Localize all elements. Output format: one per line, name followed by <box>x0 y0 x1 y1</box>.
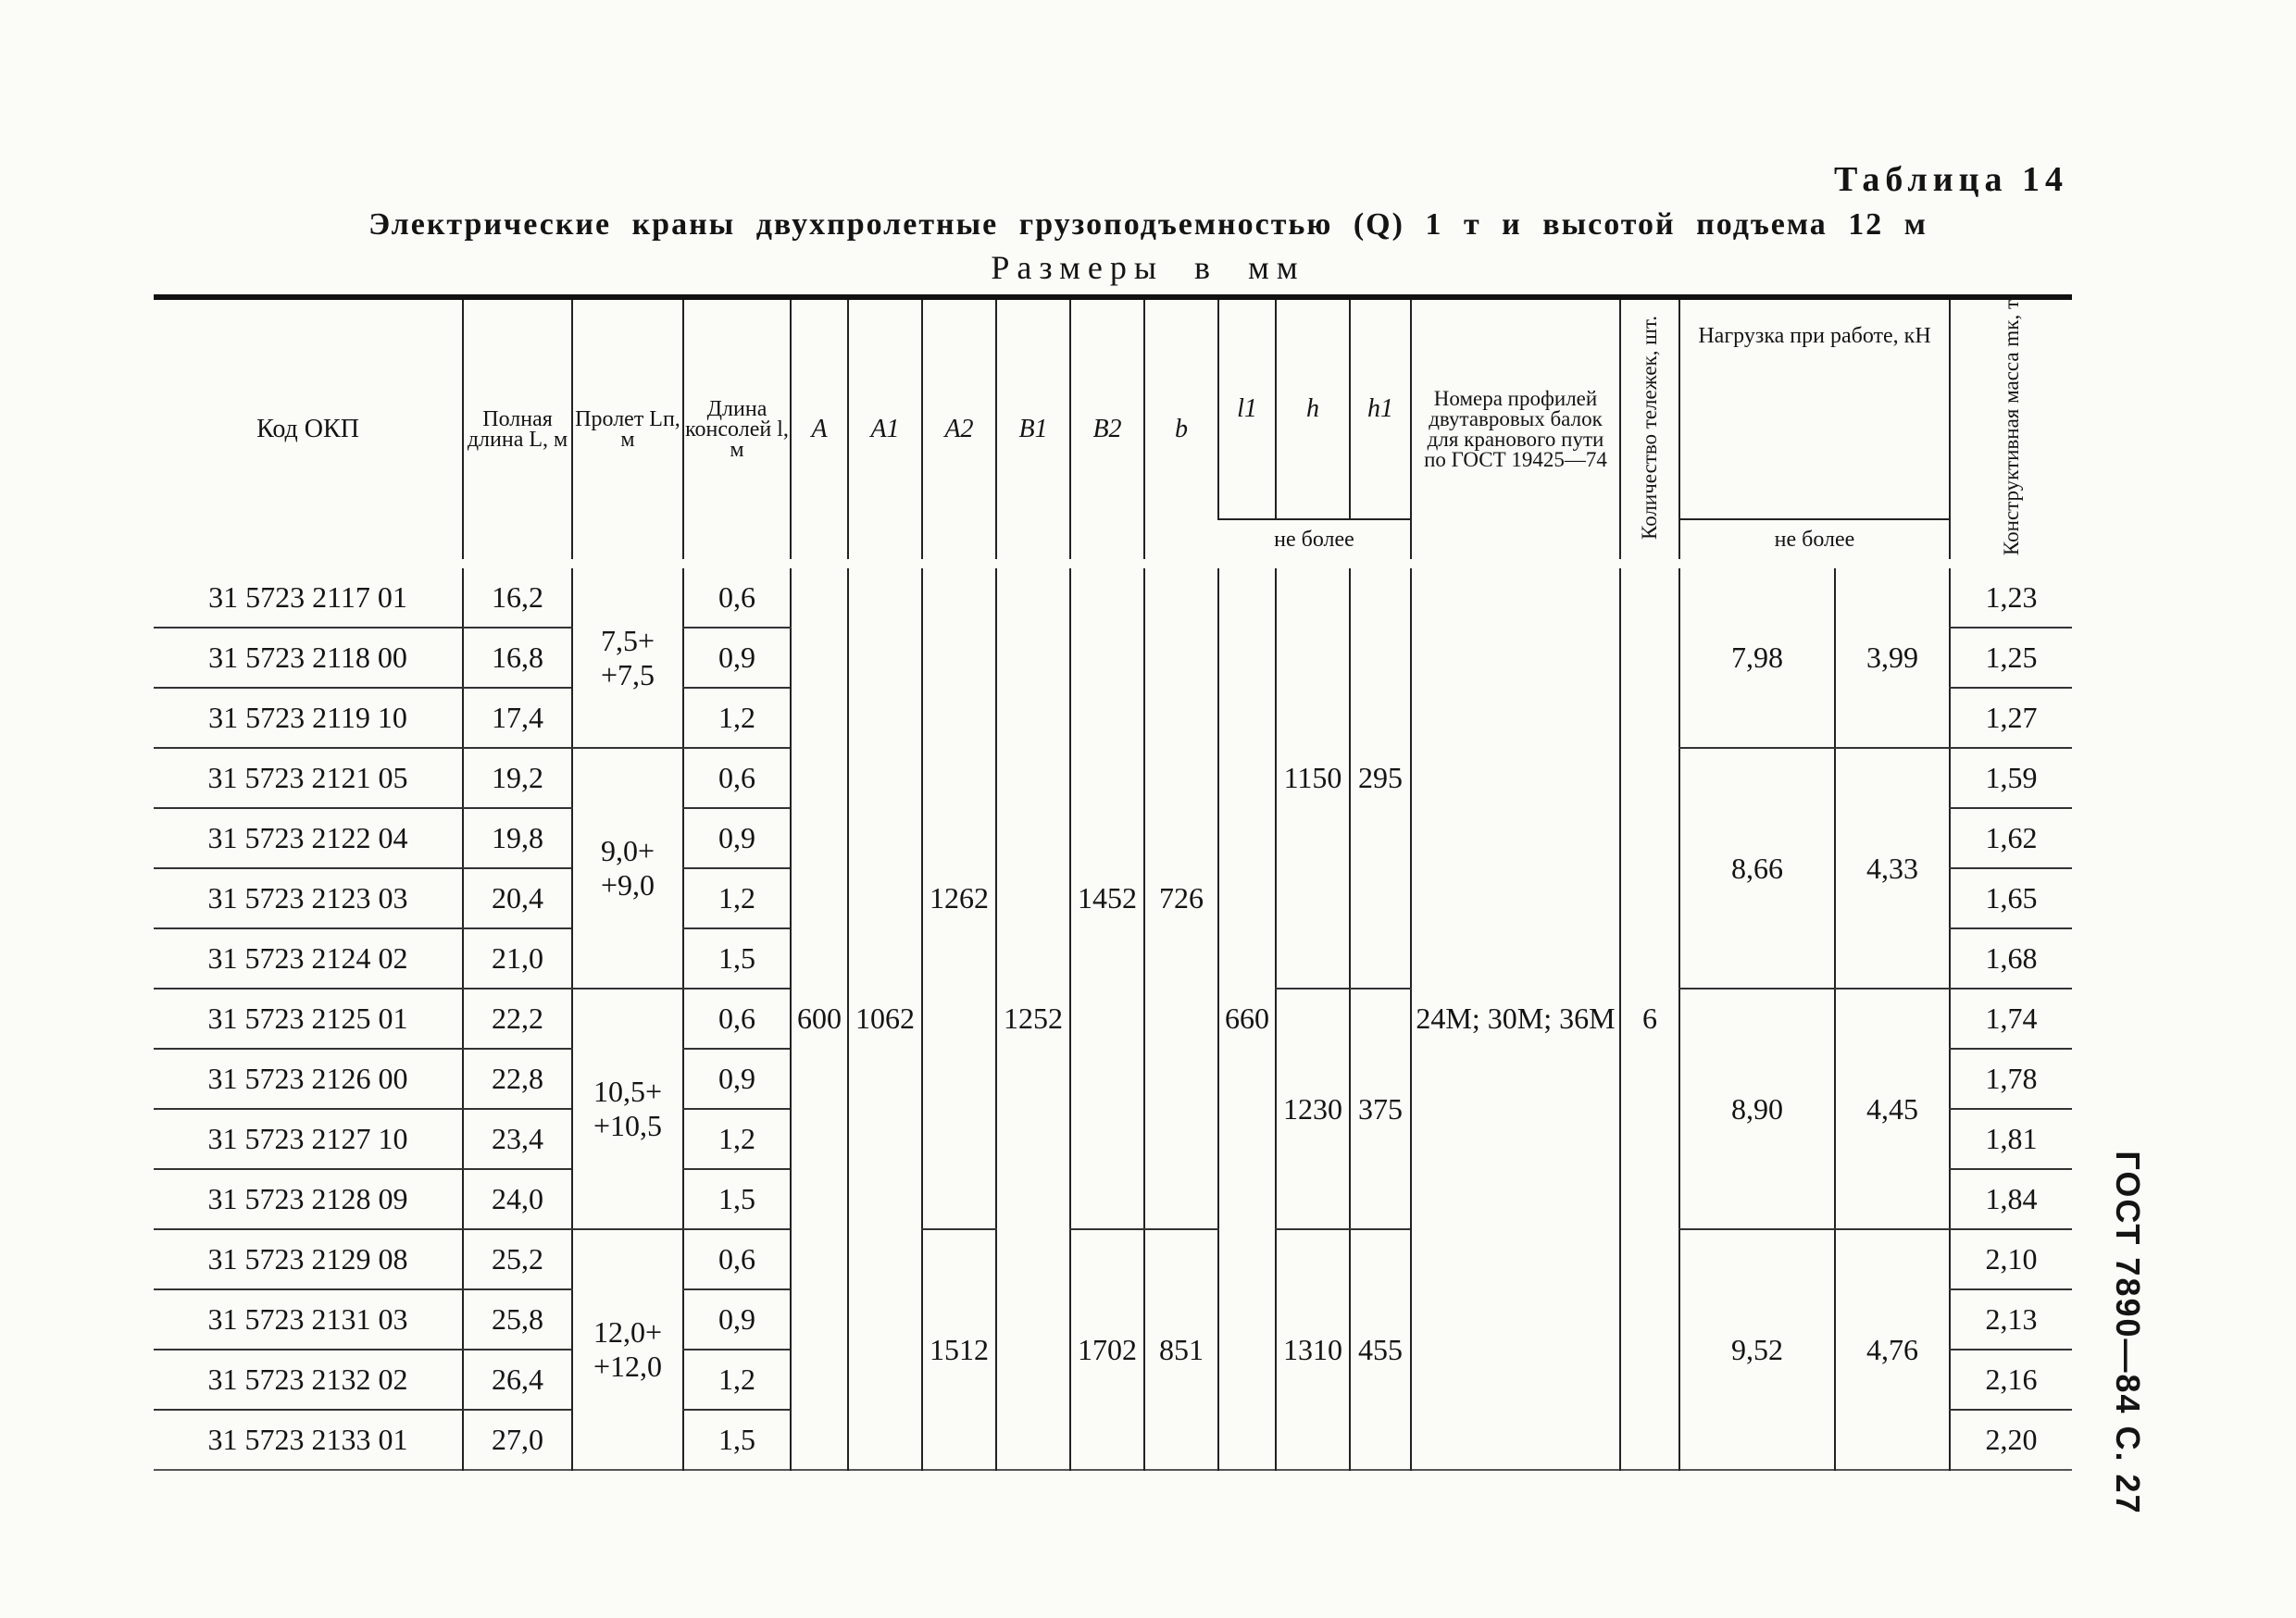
cell-mass: 2,16 <box>1950 1350 2072 1410</box>
header-l1: l1 <box>1218 297 1276 519</box>
cell-load-wheel: 4,76 <box>1835 1229 1950 1470</box>
cell-full-length: 19,2 <box>463 748 572 808</box>
cell-count: 6 <box>1620 564 1679 1470</box>
cell-full-length: 21,0 <box>463 928 572 989</box>
cell-load-trolley: 7,98 <box>1679 564 1835 748</box>
cell-code: 31 5723 2121 05 <box>154 748 463 808</box>
table-row <box>154 1229 2072 1289</box>
cell-full-length: 22,8 <box>463 1049 572 1109</box>
cell-console: 0,9 <box>683 1049 791 1109</box>
cell-code: 31 5723 2122 04 <box>154 808 463 868</box>
cell-full-length: 16,2 <box>463 564 572 628</box>
header-span: Пролет Lп, м <box>572 297 683 564</box>
cell-full-length: 16,8 <box>463 628 572 688</box>
cell-code: 31 5723 2125 01 <box>154 989 463 1049</box>
cell-code: 31 5723 2118 00 <box>154 628 463 688</box>
header-A: A <box>791 297 848 564</box>
cell-console: 1,5 <box>683 1169 791 1229</box>
cell-console: 0,9 <box>683 628 791 688</box>
cell-full-length: 20,4 <box>463 868 572 928</box>
cell-console: 1,5 <box>683 928 791 989</box>
cell-full-length: 19,8 <box>463 808 572 868</box>
cell-full-length: 23,4 <box>463 1109 572 1169</box>
table-number: Таблица 14 <box>1833 160 2068 199</box>
header-full-length: Полная длина L, м <box>463 297 572 564</box>
header-b: b <box>1144 297 1218 564</box>
cell-console: 0,9 <box>683 1289 791 1350</box>
cell-h1: 455 <box>1350 1229 1411 1470</box>
cell-code: 31 5723 2132 02 <box>154 1350 463 1410</box>
cell-code: 31 5723 2123 03 <box>154 868 463 928</box>
cell-console: 0,6 <box>683 1229 791 1289</box>
table-row <box>154 564 2072 628</box>
cell-code: 31 5723 2131 03 <box>154 1289 463 1350</box>
cell-span: 9,0+ +9,0 <box>572 748 683 989</box>
cell-full-length: 25,8 <box>463 1289 572 1350</box>
cell-mass: 2,10 <box>1950 1229 2072 1289</box>
cell-l1: 660 <box>1218 564 1276 1470</box>
cell-load-trolley: 8,90 <box>1679 989 1835 1229</box>
cell-mass: 1,59 <box>1950 748 2072 808</box>
header-profiles: Номера профилей двутавровых балок для кранового пути по ГОСТ 19425—74 <box>1411 297 1620 564</box>
header-h1: h1 <box>1350 297 1411 519</box>
cell-code: 31 5723 2127 10 <box>154 1109 463 1169</box>
header-not-more-geometry: не более <box>1218 519 1411 564</box>
header-console-length: Длина консолей l, м <box>683 297 791 564</box>
cranes-dimensions-table <box>154 294 2072 1471</box>
header-B2: B2 <box>1070 297 1144 564</box>
cell-mass: 1,84 <box>1950 1169 2072 1229</box>
cell-code: 31 5723 2117 01 <box>154 564 463 628</box>
cell-code: 31 5723 2128 09 <box>154 1169 463 1229</box>
cell-console: 0,6 <box>683 748 791 808</box>
cell-code: 31 5723 2119 10 <box>154 688 463 748</box>
cell-full-length: 27,0 <box>463 1410 572 1470</box>
cell-load-trolley: 8,66 <box>1679 748 1835 989</box>
cell-mass: 1,65 <box>1950 868 2072 928</box>
cell-console: 1,2 <box>683 688 791 748</box>
cell-mass: 1,74 <box>1950 989 2072 1049</box>
cell-A2: 1512 <box>922 1229 996 1470</box>
cell-console: 1,2 <box>683 1109 791 1169</box>
cell-A: 600 <box>791 564 848 1470</box>
header-load: Нагрузка при работе, кН <box>1679 297 1950 519</box>
cell-mass: 1,23 <box>1950 564 2072 628</box>
cell-console: 0,6 <box>683 564 791 628</box>
cell-B2: 1702 <box>1070 1229 1144 1470</box>
cell-h1: 295 <box>1350 564 1411 989</box>
cell-span: 12,0+ +12,0 <box>572 1229 683 1470</box>
header-A1: A1 <box>848 297 922 564</box>
header-code: Код ОКП <box>154 297 463 564</box>
cell-load-trolley: 9,52 <box>1679 1229 1835 1470</box>
cell-h: 1310 <box>1276 1229 1350 1470</box>
cell-mass: 1,68 <box>1950 928 2072 989</box>
cell-full-length: 24,0 <box>463 1169 572 1229</box>
cell-profiles: 24М; 30М; 36М <box>1411 564 1620 1470</box>
header-not-more-load: не более <box>1679 519 1950 564</box>
header-B1: B1 <box>996 297 1070 564</box>
header-mass: Конструктивная масса mк, т <box>1950 297 2072 564</box>
cell-b: 726 <box>1144 564 1218 1229</box>
cell-mass: 2,20 <box>1950 1410 2072 1470</box>
cell-mass: 1,78 <box>1950 1049 2072 1109</box>
cell-B1: 1252 <box>996 564 1070 1470</box>
cell-code: 31 5723 2124 02 <box>154 928 463 989</box>
cell-mass: 1,62 <box>1950 808 2072 868</box>
cell-h: 1150 <box>1276 564 1350 989</box>
header-count: Количество тележек, шт. <box>1620 297 1679 564</box>
cell-code: 31 5723 2129 08 <box>154 1229 463 1289</box>
cell-mass: 1,27 <box>1950 688 2072 748</box>
cell-full-length: 22,2 <box>463 989 572 1049</box>
cell-h: 1230 <box>1276 989 1350 1229</box>
cell-console: 0,6 <box>683 989 791 1049</box>
table-units-subtitle: Размеры в мм <box>991 249 1305 286</box>
cell-A2: 1262 <box>922 564 996 1229</box>
cell-console: 0,9 <box>683 808 791 868</box>
cell-console: 1,5 <box>683 1410 791 1470</box>
cell-span: 7,5+ +7,5 <box>572 564 683 748</box>
cell-mass: 2,13 <box>1950 1289 2072 1350</box>
cell-mass: 1,25 <box>1950 628 2072 688</box>
cell-full-length: 26,4 <box>463 1350 572 1410</box>
cell-code: 31 5723 2126 00 <box>154 1049 463 1109</box>
table-title: Электрические краны двухпролетные грузоподъемностью (Q) 1 т и высотой подъема 12 м <box>368 207 1928 242</box>
cell-A1: 1062 <box>848 564 922 1470</box>
cell-h1: 375 <box>1350 989 1411 1229</box>
cell-B2: 1452 <box>1070 564 1144 1229</box>
cell-mass: 1,81 <box>1950 1109 2072 1169</box>
cell-console: 1,2 <box>683 1350 791 1410</box>
cell-code: 31 5723 2133 01 <box>207 1423 408 1457</box>
header-h: h <box>1276 297 1350 519</box>
header-A2: A2 <box>922 297 996 564</box>
cell-full-length: 17,4 <box>463 688 572 748</box>
cell-span: 10,5+ +10,5 <box>572 989 683 1229</box>
cell-load-wheel: 3,99 <box>1835 564 1950 748</box>
cell-full-length: 25,2 <box>463 1229 572 1289</box>
cell-load-wheel: 4,45 <box>1835 989 1950 1229</box>
cell-load-wheel: 4,33 <box>1835 748 1950 989</box>
cell-b: 851 <box>1144 1229 1218 1470</box>
standard-page-reference: ГОСТ 7890—84 С. 27 <box>2109 1151 2147 1515</box>
cell-console: 1,2 <box>683 868 791 928</box>
